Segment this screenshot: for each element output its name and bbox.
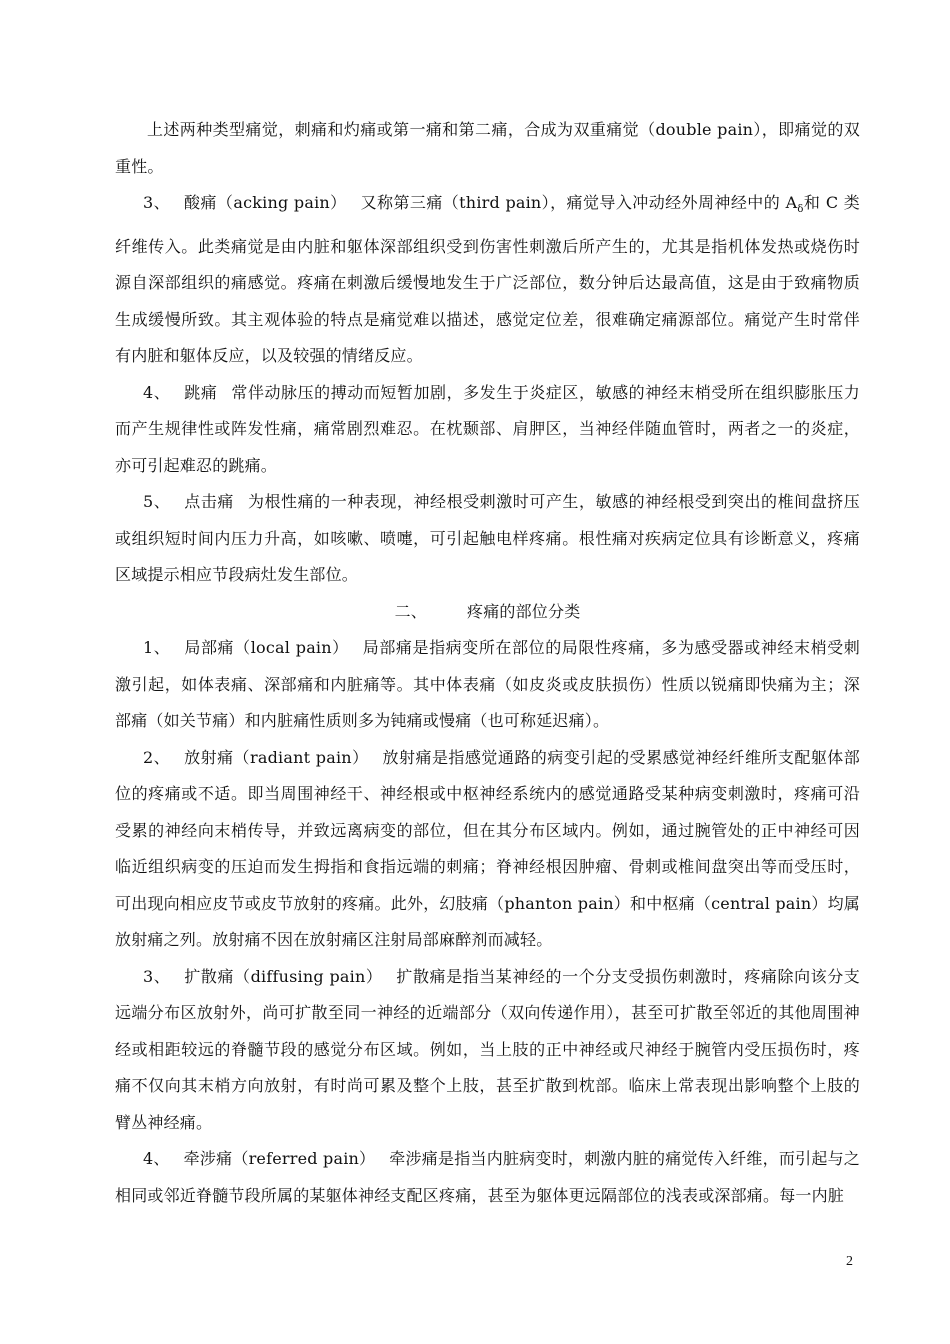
paragraph-text: 牵涉痛是指当内脏病变时，刺激内脏的痛觉传入纤维，而引起与之相同或邻近脊髓节段所属的某躯体神经支配区疼痛，甚至为躯体更远隔部位的浅表或深部痛。每一内脏 [115,1149,860,1205]
item-number: 3、 [143,966,171,986]
paragraph-local-pain [115,630,860,740]
document-body [115,112,860,1214]
term: 放射痛（radiant pain） [184,747,369,767]
paragraph-text: 为根性痛的一种表现，神经根受刺激时可产生，敏感的神经根受到突出的椎间盘挤压或组织短时间内压力升高，如咳嗽、喷嚏，可引起触电样疼痛。根性痛对疾病定位具有诊断意义，疼痛区域提示相应节段病灶发生部位。 [115,492,860,584]
paragraph-text: 局部痛是指病变所在部位的局限性疼痛，多为感受器或神经末梢受刺激引起，如体表痛、深部痛和内脏痛等。其中体表痛（如皮炎或皮肤损伤）性质以锐痛即快痛为主；深部痛（如关节痛）和内脏痛性质则多为钝痛或慢痛（也可称延迟痛）。 [115,638,860,730]
paragraph-referred-pain [115,1141,860,1214]
item-number: 3、 [143,193,171,212]
paragraph-text: 常伴动脉压的搏动而短暂加剧，多发生于炎症区，敏感的神经末梢受所在组织膨胀压力而产生规律性或阵发性痛，痛常剧烈难忍。在枕颞部、肩胛区，当神经伴随血管时，两者之一的炎症，亦可引起难忍的跳痛。 [115,382,860,475]
item-number: 4、 [143,382,171,402]
paragraph-double-pain [115,112,860,185]
term: 扩散痛（diffusing pain） [184,966,383,986]
paragraph-diffusing-pain [115,959,860,1142]
item-number: 5、 [143,492,171,511]
section-heading [115,594,860,631]
term: 酸痛（acking pain） [184,193,347,212]
paragraph-text-continued: 和 C 类纤维传入。此类痛觉是由内脏和躯体深部组织受到伤害性刺激后所产生的，尤其是指机体发热或烧伤时源自深部组织的痛感觉。疼痛在刺激后缓慢地发生于广泛部位，数分钟后达最高值，这是由于致痛物质生成缓慢所致。其主观体验的特点是痛觉难以描述，感觉定位差，很难确定痛源部位。痛觉产生时常伴有内脏和躯体反应，以及较强的情绪反应。 [115,193,860,365]
item-number: 1、 [143,638,171,657]
paragraph-text: 扩散痛是指当某神经的一个分支受损伤刺激时，疼痛除向该分支远端分布区放射外，尚可扩散至同一神经的近端部分（双向传递作用），甚至可扩散至邻近的其他周围神经或相距较远的脊髓节段的感觉分布区域。例如，当上肢的正中神经或尺神经于腕管内受压损伤时，疼痛不仅向其末梢方向放射，有时尚可累及整个上肢，甚至扩散到枕部。临床上常表现出影响整个上肢的臂丛神经痛。 [115,966,860,1132]
term: 跳痛 [184,382,218,402]
paragraph-text: 上述两种类型痛觉，刺痛和灼痛或第一痛和第二痛，合成为双重痛觉（double pain），即痛觉的双重性。 [115,120,860,176]
paragraph-throbbing-pain [115,375,860,485]
paragraph-acking-pain [115,185,860,375]
paragraph-radiant-pain [115,740,860,959]
term: 牵涉痛（referred pain） [183,1149,376,1168]
section-title: 疼痛的部位分类 [467,601,581,621]
page-number: 2 [846,1254,853,1269]
paragraph-click-pain [115,484,860,594]
term: 局部痛（local pain） [184,638,349,657]
item-number: 2、 [143,747,171,767]
section-number: 二、 [394,601,427,621]
item-number: 4、 [143,1149,170,1168]
paragraph-text: 放射痛是指感觉通路的病变引起的受累感觉神经纤维所支配躯体部位的疼痛或不适。即当周围神经干、神经根或中枢神经系统内的感觉通路受某种病变刺激时，疼痛可沿受累的神经向末梢传导，并致远离病变的部位，但在其分布区域内。例如，通过腕管处的正中神经可因临近组织病变的压迫而发生拇指和食指远端的刺痛；脊神经根因肿瘤、骨刺或椎间盘突出等而受压时，可出现向相应皮节或皮节放射的疼痛。此外，幻肢痛（phanton pain）和中枢痛（central pain）均属放射痛之列。放射痛不因在放射痛区注射局部麻醉剂而减轻。 [115,747,860,949]
subscript-delta: δ [797,204,804,215]
paragraph-text: 又称第三痛（third pain），痛觉导入冲动经外周神经中的 A [360,193,798,212]
term: 点击痛 [184,492,234,511]
